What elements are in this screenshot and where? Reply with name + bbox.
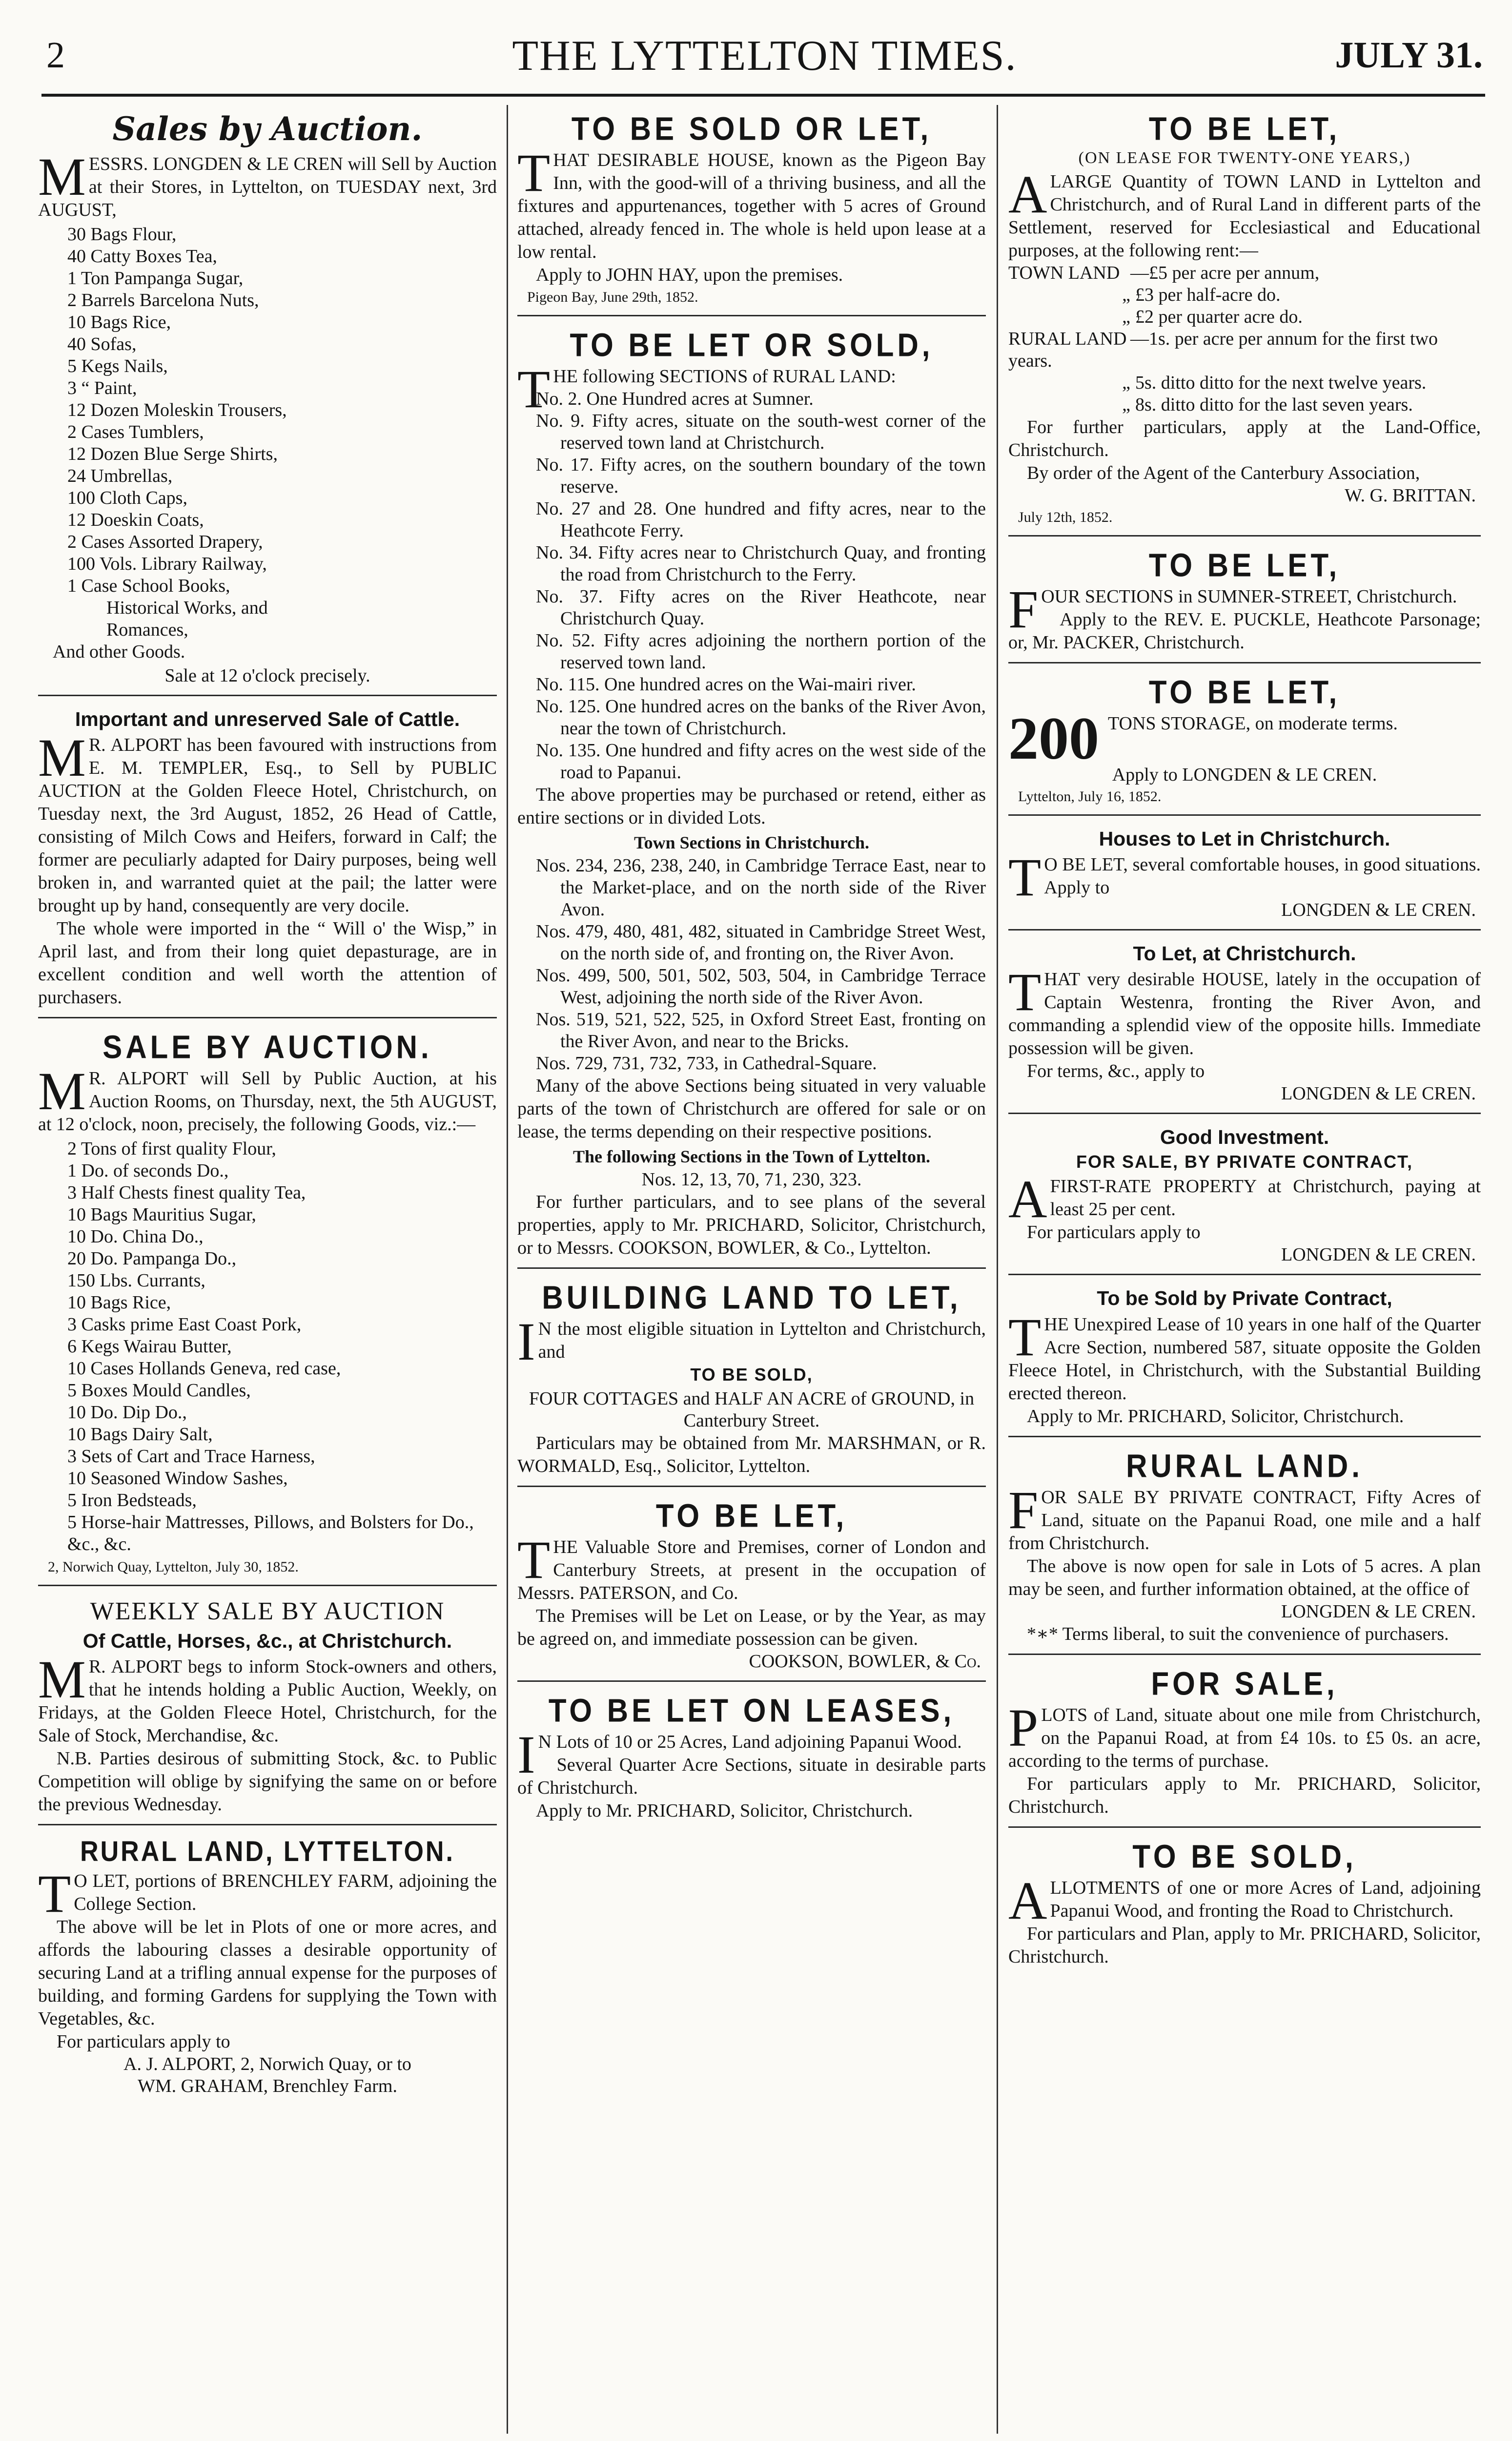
ad-body: The above is now open for sale in Lots of 5 acres. A plan may be seen, and further information obtained, at the office of (1008, 1555, 1481, 1599)
divider (517, 315, 986, 316)
rent-label: RURAL LAND (1008, 329, 1127, 349)
ad-body: ALARGE Quantity of TOWN LAND in Lyttelton and Christchurch, and of Rural Land in different parts of the Settlement, reserved for Ecclesiastical and Educational purposes, at the following rent:— (1008, 165, 1481, 261)
list-item: 12 Dozen Moleskin Trousers, (67, 400, 287, 420)
list-item: And other Goods. (53, 641, 185, 662)
divider (1008, 929, 1481, 931)
section-heading: TO BE LET, (655, 1497, 848, 1534)
section-heading: Good Investment. (1160, 1126, 1329, 1149)
section-heading: WEEKLY SALE BY AUCTION (90, 1597, 445, 1626)
rent-label: „ (1122, 307, 1130, 327)
list-item: 10 Bags Rice, (67, 312, 171, 332)
newspaper-title: THE LYTTELTON TIMES. (512, 32, 1017, 80)
list-item: No. 17. Fifty acres, on the southern boundary of the town reserve. (536, 455, 986, 497)
ad-body: Apply to Mr. PRICHARD, Solicitor, Christchurch. (1027, 1406, 1404, 1427)
column-1 (38, 105, 497, 2434)
section-heading: TO BE LET, (1148, 673, 1341, 710)
list-item: No. 135. One hundred and fifty acres on the west side of the road to Papanui. (536, 740, 986, 783)
ad-body: TO BE LET, several comfortable houses, in good situations. Apply to (1008, 848, 1481, 908)
ad-body: The above will be let in Plots of one or more acres, and affords the labouring classes a desirable opportunity of securing Land at a trifling annual expense for the purposes of building, and forming Gardens for supplying the Town with Vegetables, &c. (38, 1917, 497, 2029)
ad-signature: LONGDEN & LE CREN. (1281, 1601, 1476, 1622)
list-item: 3 Half Chests finest quality Tea, (67, 1182, 306, 1203)
list-item: 10 Bags Mauritius Sugar, (67, 1204, 256, 1225)
ad-good-investment (1008, 1119, 1481, 1269)
ad-body: THAT DESIRABLE HOUSE, known as the Pigeon Bay Inn, with the good-will of a thriving business, and all the fixtures and appurtenances, together with 5 acres of Ground attached, already fenced in. The whole is held upon lease at a low rental. (517, 143, 986, 262)
ad-pigeon-bay-inn (517, 105, 986, 310)
ad-rural-sections (517, 321, 986, 1262)
section-subheading: FOR SALE, BY PRIVATE CONTRACT, (1076, 1152, 1413, 1172)
section-heading: Important and unreserved Sale of Cattle. (75, 708, 460, 730)
list-item: No. 34. Fifty acres near to Christchurch Quay, and fronting the road from Christchurch to the Ferry. (536, 542, 986, 585)
ad-longden-auction (38, 105, 497, 690)
ad-body: MR. ALPORT will Sell by Public Auction, at his Auction Rooms, on Thursday, next, the 5th AUGUST, at 12 o'clock, noon, precisely, the following Goods, viz.:— (38, 1061, 497, 1135)
section-heading: Sales by Auction. (112, 110, 423, 148)
section-heading: FOR SALE, (1151, 1665, 1338, 1702)
ad-date: July 12th, 1852. (1018, 509, 1113, 525)
divider (1008, 1274, 1481, 1275)
divider (1008, 1826, 1481, 1828)
ad-body: Apply to JOHN HAY, upon the premises. (536, 265, 843, 285)
list-item: Nos. 479, 480, 481, 482, situated in Cambridge Street West, on the north side of, and fronting on, the River Avon. (536, 921, 986, 964)
list-item: 10 Seasoned Window Sashes, (67, 1468, 288, 1489)
rent-label: „ (1122, 394, 1130, 415)
ad-signature: LONGDEN & LE CREN. (1281, 1244, 1476, 1265)
ad-sumner-street (1008, 541, 1481, 657)
ad-body: For further particulars, apply at the Land-Office, Christchurch. (1008, 417, 1481, 460)
divider (1008, 814, 1481, 816)
ad-body: FOUR COTTAGES and HALF AN ACRE of GROUND, in Canterbury Street. (529, 1388, 975, 1431)
ad-building-land (517, 1274, 986, 1481)
section-heading: TO BE LET ON LEASES, (548, 1692, 955, 1729)
ad-signature: Apply to LONGDEN & LE CREN. (1112, 765, 1377, 785)
column-2 (517, 105, 986, 2434)
list-item: 3 Casks prime East Coast Pork, (67, 1314, 302, 1335)
section-heading: TO BE SOLD OR LET, (571, 110, 932, 147)
divider (38, 1585, 497, 1586)
rent-row (1008, 394, 1481, 416)
rent-row (1008, 262, 1481, 284)
ad-body: For particulars and Plan, apply to Mr. PRICHARD, Solicitor, Christchurch. (1008, 1923, 1481, 1967)
list-item: No. 115. One hundred acres on the Wai-mairi river. (536, 674, 916, 695)
ad-body: IN Lots of 10 or 25 Acres, Land adjoining Papanui Wood. (517, 1725, 962, 1784)
divider (1008, 1654, 1481, 1655)
divider (1008, 535, 1481, 537)
ad-body: For terms, &c., apply to (1027, 1061, 1205, 1082)
list-item: 10 Bags Rice, (67, 1292, 171, 1313)
ad-body: Many of the above Sections being situated in very valuable parts of the town of Christchurch are offered for sale or on lease, the terms depending on their respective positions. (517, 1076, 986, 1142)
section-heading: BUILDING LAND TO LET, (542, 1279, 961, 1316)
list-item: 24 Umbrellas, (67, 466, 173, 486)
ad-body: For further particulars, and to see plans of the several properties, apply to Mr. PRICHARD, Solicitor, Christchurch, or to Messrs. COOKSON, BOWLER, & Co., Lyttelton. (517, 1192, 986, 1258)
ad-rural-land (1008, 1442, 1481, 1649)
ad-body: *∗* Terms liberal, to suit the convenience of purchasers. (1027, 1623, 1449, 1644)
ad-body: THE following SECTIONS of RURAL LAND: (517, 359, 896, 419)
list-item: Romances, (106, 620, 188, 640)
ad-body: The Premises will be Let on Lease, or by the Year, as may be agreed on, and immediate possession can be given. (517, 1606, 986, 1649)
subheading: Town Sections in Christchurch. (633, 833, 870, 852)
rent-row (1008, 328, 1481, 372)
ad-signature: WM. GRAHAM, Brenchley Farm. (138, 2076, 397, 2097)
ad-signature: A. J. ALPORT, 2, Norwich Quay, or to (123, 2054, 411, 2075)
list-item: No. 52. Fifty acres adjoining the northern portion of the reserved town land. (536, 630, 986, 673)
ad-body: THE Valuable Store and Premises, corner of London and Canterbury Streets, at present in the occupation of Messrs. PATERSON, and Co. (517, 1530, 986, 1603)
goods-list (38, 224, 497, 663)
ad-body: Several Quarter Acre Sections, situate in desirable parts of Christchurch. (517, 1755, 986, 1798)
section-heading: To be Sold by Private Contract, (1097, 1287, 1392, 1310)
ad-body: For particulars apply to (1027, 1222, 1201, 1243)
list-item: Nos. 729, 731, 732, 733, in Cathedral-Square. (536, 1053, 877, 1074)
ad-houses-to-let (1008, 821, 1481, 924)
list-item: 40 Catty Boxes Tea, (67, 246, 217, 267)
ad-signature: LONGDEN & LE CREN. (1281, 900, 1476, 921)
list-item: No. 37. Fifty acres on the River Heathcote, near Christchurch Quay. (536, 586, 986, 629)
list-item: 10 Bags Dairy Salt, (67, 1424, 213, 1445)
list-item: 12 Dozen Blue Serge Shirts, (67, 444, 278, 464)
divider (1008, 1436, 1481, 1437)
ad-body: TO LET, portions of BRENCHLEY FARM, adjoining the College Section. (38, 1864, 497, 1924)
ad-body: TONS STORAGE, on moderate terms. (1108, 713, 1398, 734)
ad-cattle-sale (38, 701, 497, 1012)
column-3 (1008, 105, 1481, 2434)
subheading: TO BE SOLD, (690, 1365, 813, 1385)
masthead (46, 29, 1483, 85)
rent-label: „ (1122, 372, 1130, 393)
list-item: 150 Lbs. Currants, (67, 1270, 205, 1291)
list-item: 10 Do. China Do., (67, 1226, 204, 1247)
ad-allotments (1008, 1833, 1481, 1971)
ad-weekly-sale (38, 1591, 497, 1819)
section-heading: RURAL LAND, LYTTELTON. (80, 1836, 455, 1868)
list-item: 100 Cloth Caps, (67, 488, 187, 508)
ad-signature: W. G. BRITTAN. (1345, 485, 1476, 506)
divider (1008, 1113, 1481, 1114)
divider (517, 1680, 986, 1682)
list-item: Nos. 519, 521, 522, 525, in Oxford Street East, fronting on the River Avon, and near to the Bricks. (536, 1009, 986, 1052)
rent-value: —£5 per acre per annum, (1130, 263, 1320, 283)
divider (38, 1824, 497, 1825)
list-item: 5 Horse-hair Mattresses, Pillows, and Bolsters for Do., &c., &c. (67, 1512, 474, 1555)
list-item: 2 Cases Tumblers, (67, 422, 204, 442)
ad-body: THE Unexpired Lease of 10 years in one half of the Quarter Acre Section, numbered 587, situate opposite the Golden Fleece Hotel, in Christchurch, with the Substantial Building erected thereon. (1008, 1307, 1481, 1404)
lyttelton-sections: Nos. 12, 13, 70, 71, 230, 323. (641, 1169, 862, 1190)
rent-value: £3 per half-acre do. (1135, 285, 1281, 305)
ad-body: MR. ALPORT has been favoured with instructions from E. M. TEMPLER, Esq., to Sell by PUBLIC AUCTION at the Golden Fleece Hotel, Christchurch, on Tuesday next, the 3rd August, 1852, 26 Head of Cattle, consisting of Milch Cows and Heifers, forward in Calf; the former are peculiarly adapted for Dairy purposes, being well broken in, and warranted quiet at the pail; the latter were brought up by hand, consequently are very docile. (38, 728, 497, 916)
rent-label: „ (1122, 285, 1130, 305)
list-item: 2 Tons of first quality Flour, (67, 1138, 276, 1159)
column-rule-2 (997, 105, 998, 2434)
list-item: 10 Cases Hollands Geneva, red case, (67, 1358, 341, 1379)
rent-value: 5s. ditto ditto for the next twelve years. (1135, 372, 1427, 393)
ad-body: Particulars may be obtained from Mr. MARSHMAN, or R. WORMALD, Esq., Solicitor, Lyttelton. (517, 1433, 986, 1476)
rent-label: TOWN LAND (1008, 263, 1120, 283)
rent-value: —1s. per acre per annum for the first two years. (1008, 329, 1438, 371)
list-item: Historical Works, and (106, 598, 268, 618)
ad-date: Pigeon Bay, June 29th, 1852. (527, 289, 698, 305)
list-item: 5 Boxes Mould Candles, (67, 1380, 251, 1401)
list-item: 3 “ Paint, (67, 378, 137, 398)
masthead-rule (41, 94, 1485, 97)
ad-body: For particulars apply to Mr. PRICHARD, Solicitor, Christchurch. (1008, 1773, 1481, 1817)
ad-body: By order of the Agent of the Canterbury Association, (1027, 463, 1420, 483)
ad-lease-land (1008, 105, 1481, 530)
ad-sale-by-auction (38, 1023, 497, 1580)
ad-body: THAT very desirable HOUSE, lately in the occupation of Captain Westenra, fronting the River Avon, and commanding a splendid view of the opposite hills. Immediate possession will be given. (1008, 962, 1481, 1059)
ad-body: IN the most eligible situation in Lyttelton and Christchurch, and (517, 1312, 986, 1371)
list-item: 3 Sets of Cart and Trace Harness, (67, 1446, 315, 1467)
ad-body: PLOTS of Land, situate about one mile from Christchurch, on the Papanui Road, at from £4 10s. to £5 0s. an acre, according to the terms of purchase. (1008, 1697, 1481, 1771)
list-item: 2 Cases Assorted Drapery, (67, 532, 263, 552)
ad-plots-for-sale (1008, 1660, 1481, 1821)
list-item: No. 9. Fifty acres, situate on the south-west corner of the reserved town land at Christchurch. (536, 411, 986, 453)
sale-time: Sale at 12 o'clock precisely. (164, 665, 370, 686)
list-item: 12 Doeskin Coats, (67, 510, 204, 530)
section-subheading: (ON LEASE FOR TWENTY-ONE YEARS,) (1078, 149, 1411, 167)
list-item: 10 Do. Dip Do., (67, 1402, 187, 1423)
ad-house-westenra (1008, 935, 1481, 1108)
divider (517, 1267, 986, 1269)
section-heading: RURAL LAND. (1126, 1447, 1363, 1484)
rent-value: £2 per quarter acre do. (1135, 307, 1303, 327)
ad-body: The above properties may be purchased or retend, either as entire sections or in divided Lots. (517, 785, 986, 828)
list-item: No. 2. One Hundred acres at Sumner. (536, 389, 814, 409)
ad-storage (1008, 668, 1481, 809)
divider (1008, 662, 1481, 663)
section-heading: SALE BY AUCTION. (102, 1029, 432, 1066)
list-item: 100 Vols. Library Railway, (67, 554, 267, 574)
ad-body: N.B. Parties desirous of submitting Stock, &c. to Public Competition will oblige by signifying the same on or before the previous Wednesday. (38, 1748, 497, 1815)
ad-body: Apply to the REV. E. PUCKLE, Heathcote Parsonage; or, Mr. PACKER, Christchurch. (1008, 609, 1481, 653)
ad-unexpired-lease (1008, 1280, 1481, 1430)
list-item: 2 Barrels Barcelona Nuts, (67, 290, 259, 310)
column-rule-1 (507, 105, 508, 2434)
ad-body: For particulars apply to (57, 2031, 230, 2052)
issue-date: JULY 31. (1335, 35, 1483, 76)
ad-body: FOR SALE BY PRIVATE CONTRACT, Fifty Acres of Land, situate on the Papanui Road, one mile and a half from Christchurch. (1008, 1480, 1481, 1553)
section-heading: Houses to Let in Christchurch. (1099, 827, 1390, 850)
subheading: The following Sections in the Town of Lyttelton. (572, 1147, 931, 1166)
rent-row (1008, 284, 1481, 306)
section-heading: TO BE LET, (1148, 546, 1341, 583)
list-item: No. 27 and 28. One hundred and fifty acres, near to the Heathcote Ferry. (536, 498, 986, 541)
ad-body: AFIRST-RATE PROPERTY at Christchurch, paying at least 25 per cent. (1008, 1169, 1481, 1229)
list-item: No. 125. One hundred acres on the banks of the River Avon, near the town of Christchurch. (536, 696, 986, 739)
list-item: 30 Bags Flour, (67, 224, 177, 245)
divider (38, 1017, 497, 1018)
list-item: 1 Case School Books, (67, 576, 230, 596)
list-item: 40 Sofas, (67, 334, 137, 354)
list-item: 1 Ton Pampanga Sugar, (67, 268, 244, 289)
ad-body: The whole were imported in the “ Will o' the Wisp,” in April last, and from their long quiet depasturage, are in excellent condition and well worth the attention of purchasers. (38, 918, 497, 1008)
ad-body: ALLOTMENTS of one or more Acres of Land, adjoining Papanui Wood, and fronting the Road to Christchurch. (1008, 1870, 1481, 1930)
rent-row (1008, 306, 1481, 328)
ad-date: Lyttelton, July 16, 1852. (1018, 788, 1162, 805)
ad-signature: COOKSON, BOWLER, & Co. (749, 1651, 981, 1672)
ad-body: FOUR SECTIONS in SUMNER-STREET, Christchurch. (1008, 579, 1457, 639)
ad-body: MR. ALPORT begs to inform Stock-owners and others, that he intends holding a Public Auction, Weekly, on Fridays, at the Golden Fleece Hotel, Christchurch, for the Sale of Stock, Merchandise, &c. (38, 1650, 497, 1746)
divider (38, 695, 497, 696)
section-subheading: Of Cattle, Horses, &c., at Christchurch. (82, 1630, 452, 1653)
list-item: 5 Kegs Nails, (67, 356, 168, 376)
list-item: 6 Kegs Wairau Butter, (67, 1336, 232, 1357)
goods-list (38, 1138, 497, 1555)
list-item: Nos. 499, 500, 501, 502, 503, 504, in Cambridge Terrace West, adjoining the north side of the River Avon. (536, 965, 986, 1008)
section-heading: TO BE LET OR SOLD, (570, 326, 934, 363)
section-heading: TO BE SOLD, (1132, 1838, 1357, 1875)
section-heading: TO BE LET, (1148, 110, 1341, 147)
ad-leases (517, 1687, 986, 1825)
rent-row (1008, 372, 1481, 394)
list-item: Nos. 234, 236, 238, 240, in Cambridge Terrace East, near to the Market-place, and on the north side of the River Avon. (536, 855, 986, 920)
page-number: 2 (46, 35, 65, 76)
list-item: 5 Iron Bedsteads, (67, 1490, 197, 1511)
ad-signature: LONGDEN & LE CREN. (1281, 1083, 1476, 1104)
ad-intro: MESSRS. LONGDEN & LE CREN will Sell by Auction at their Stores, in Lyttelton, on TUESDAY next, 3rd AUGUST, (38, 147, 497, 220)
list-item: 1 Do. of seconds Do., (67, 1160, 229, 1181)
ad-body: Apply to Mr. PRICHARD, Solicitor, Christchurch. (536, 1800, 913, 1821)
rent-value: 8s. ditto ditto for the last seven years. (1135, 394, 1413, 415)
list-item: 20 Do. Pampanga Do., (67, 1248, 237, 1269)
divider (517, 1486, 986, 1487)
ad-rural-land-lyttelton (38, 1830, 497, 2100)
ad-store-premises (517, 1492, 986, 1676)
section-heading: To Let, at Christchurch. (1133, 942, 1356, 965)
ad-date: 2, Norwich Quay, Lyttelton, July 30, 1852. (48, 1559, 299, 1575)
storage-quantity: 200 (1008, 705, 1099, 772)
